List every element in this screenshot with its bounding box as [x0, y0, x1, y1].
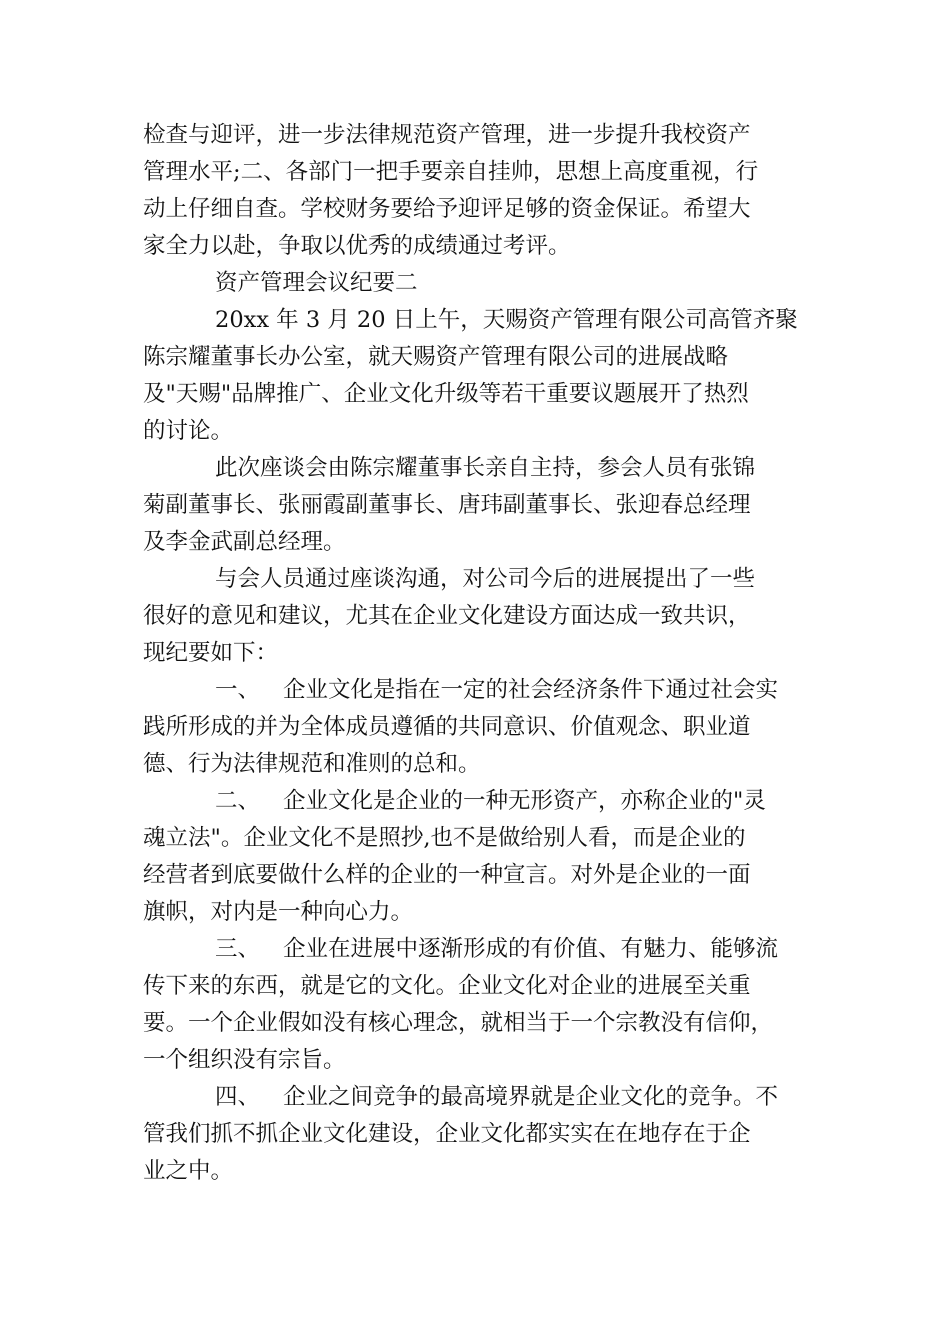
text-line: [143, 191, 808, 228]
line-text: 企业文化是指在一定的社会经济条件下通过社会实: [283, 677, 779, 703]
line-text: 很好的意见和建议，尤其在企业文化建设方面达成一致共识，: [143, 603, 751, 629]
text-line: [143, 117, 808, 154]
text-line: [143, 931, 808, 968]
line-text: 陈宗耀董事长办公室，就天赐资产管理有限公司的进展战略: [143, 344, 729, 370]
text-line: [143, 154, 808, 191]
text-line: [143, 598, 808, 635]
text-line: [143, 302, 808, 339]
line-text: 传下来的东西，就是它的文化。企业文化对企业的进展至关重: [143, 973, 751, 999]
text-line: [143, 1153, 808, 1190]
line-text: 菊副董事长、张丽霞副董事长、唐玮副董事长、张迎春总经理: [143, 492, 751, 518]
line-text: 践所形成的并为全体成员遵循的共同意识、价值观念、职业道: [143, 714, 751, 740]
text-line: [143, 1042, 808, 1079]
line-text: 业之中。: [143, 1158, 234, 1184]
list-number: 二、: [215, 788, 261, 814]
list-number: 四、: [215, 1084, 261, 1110]
text-line: [143, 709, 808, 746]
document-body: [143, 117, 808, 1190]
text-line: [143, 1079, 808, 1116]
line-text: 的讨论。: [143, 418, 234, 444]
text-line: [143, 820, 808, 857]
line-text: 企业文化是企业的一种无形资产，亦称企业的"灵: [283, 788, 766, 814]
text-line: [143, 376, 808, 413]
text-line: [143, 857, 808, 894]
line-text: 及"天赐"品牌推广、企业文化升级等若干重要议题展开了热烈: [143, 381, 749, 407]
list-number: 三、: [215, 936, 261, 962]
text-line: [143, 1116, 808, 1153]
line-text: 检查与迎评，进一步法律规范资产管理，进一步提升我校资产: [143, 122, 751, 148]
line-text: 魂立法"。企业文化不是照抄,也不是做给别人看，而是企业的: [143, 825, 746, 851]
text-line: [143, 561, 808, 598]
text-line: [143, 228, 808, 265]
line-text: 资产管理会议纪要二: [215, 270, 418, 296]
list-number: 一、: [215, 677, 261, 703]
line-text: 要。一个企业假如没有核心理念，就相当于一个宗教没有信仰，: [143, 1010, 774, 1036]
line-text: 旗帜，对内是一种向心力。: [143, 899, 414, 925]
line-text: 此次座谈会由陈宗耀董事长亲自主持，参会人员有张锦: [215, 455, 756, 481]
text-line: [143, 450, 808, 487]
text-line: [143, 339, 808, 376]
text-line: [143, 672, 808, 709]
line-text: 20xx 年 3 月 20 日上午，天赐资产管理有限公司高管齐聚: [215, 307, 798, 333]
line-text: 管我们抓不抓企业文化建设，企业文化都实实在在地存在于企: [143, 1121, 751, 1147]
text-line: [143, 487, 808, 524]
line-text: 及李金武副总经理。: [143, 529, 346, 555]
line-text: 家全力以赴，争取以优秀的成绩通过考评。: [143, 233, 571, 259]
line-text: 德、行为法律规范和准则的总和。: [143, 751, 481, 777]
text-line: [143, 265, 808, 302]
line-text: 一个组织没有宗旨。: [143, 1047, 346, 1073]
line-text: 动上仔细自查。学校财务要给予迎评足够的资金保证。希望大: [143, 196, 751, 222]
text-line: [143, 968, 808, 1005]
line-text: 经营者到底要做什么样的企业的一种宣言。对外是企业的一面: [143, 862, 751, 888]
text-line: [143, 413, 808, 450]
line-text: 与会人员通过座谈沟通，对公司今后的进展提出了一些: [215, 566, 756, 592]
text-line: [143, 1005, 808, 1042]
text-line: [143, 746, 808, 783]
line-text: 现纪要如下：: [143, 640, 279, 666]
text-line: [143, 894, 808, 931]
line-text: 企业在进展中逐渐形成的有价值、有魅力、能够流: [283, 936, 779, 962]
text-line: [143, 783, 808, 820]
line-text: 企业之间竞争的最高境界就是企业文化的竞争。不: [283, 1084, 779, 1110]
text-line: [143, 635, 808, 672]
text-line: [143, 524, 808, 561]
line-text: 管理水平;二、各部门一把手要亲自挂帅，思想上高度重视，行: [143, 159, 759, 185]
